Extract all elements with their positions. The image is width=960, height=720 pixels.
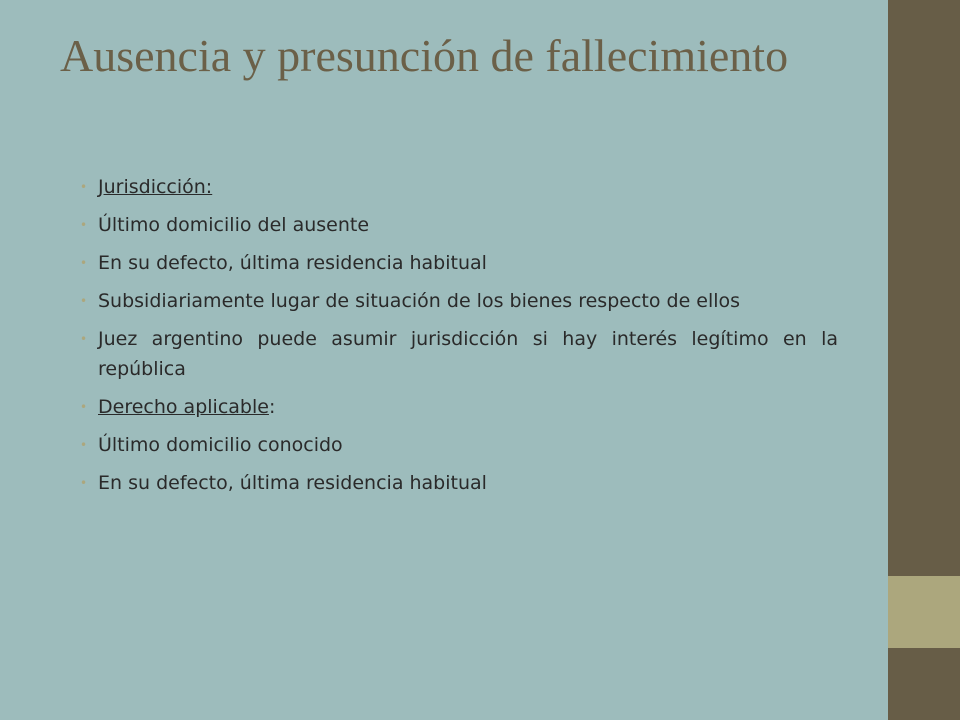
sidebar-accent-block: [888, 576, 960, 648]
slide-title: Ausencia y presunción de fallecimiento: [60, 30, 789, 81]
bullet-list: [74, 172, 838, 498]
bullet-icon: •: [80, 294, 88, 308]
bullet-icon: •: [80, 180, 88, 194]
bullet-icon: •: [80, 218, 88, 232]
bullet-item: [74, 392, 838, 422]
bullet-text: En su defecto, última residencia habitual: [98, 472, 487, 494]
bullet-item: [74, 210, 838, 240]
bullet-icon: •: [80, 256, 88, 270]
bullet-text: Derecho aplicable: [98, 396, 269, 418]
bullet-item: [74, 468, 838, 498]
bullet-text: En su defecto, última residencia habitual: [98, 252, 487, 274]
bullet-text: Juez argentino puede asumir jurisdicción si hay interés legítimo en la república: [98, 328, 838, 380]
bullet-icon: •: [80, 400, 88, 414]
slide-content: [74, 172, 838, 506]
sidebar-top-block: [888, 0, 960, 576]
bullet-text: Último domicilio del ausente: [98, 214, 370, 236]
sidebar-bottom-block: [888, 648, 960, 720]
bullet-icon: •: [80, 332, 88, 346]
bullet-text: Jurisdicción:: [98, 176, 213, 198]
bullet-item: [74, 172, 838, 202]
bullet-text: Subsidiariamente lugar de situación de los bienes respecto de ellos: [98, 290, 741, 312]
bullet-item: [74, 248, 838, 278]
bullet-item: [74, 286, 838, 316]
bullet-icon: •: [80, 438, 88, 452]
bullet-item: [74, 430, 838, 460]
bullet-icon: •: [80, 476, 88, 490]
bullet-text: Último domicilio conocido: [98, 434, 343, 456]
bullet-item: [74, 324, 838, 384]
bullet-suffix: :: [268, 396, 276, 418]
